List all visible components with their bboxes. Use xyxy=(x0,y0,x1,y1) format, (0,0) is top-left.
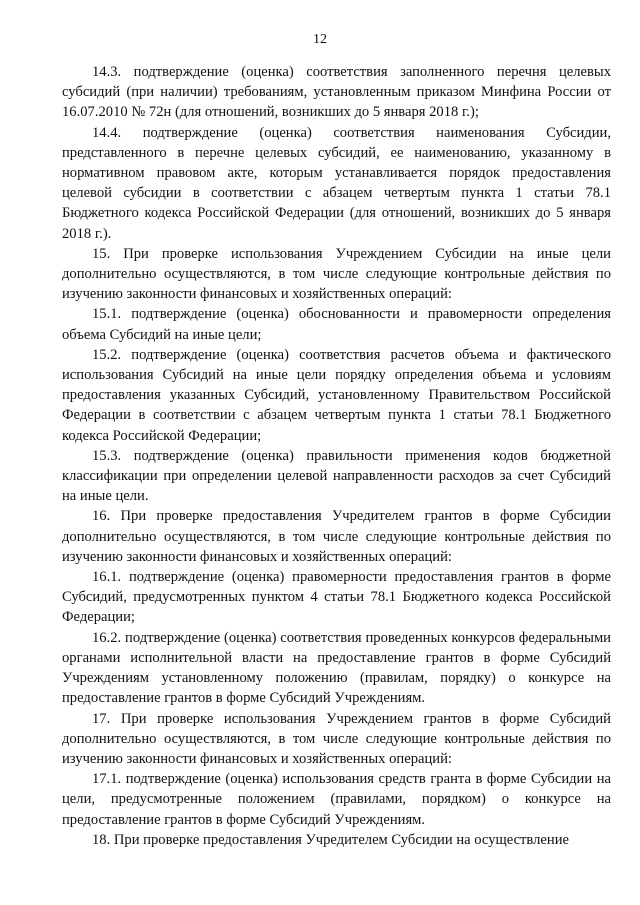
paragraph-17: 17. При проверке использования Учреждением грантов в форме Субсидий дополнительно осуществляются, в том числе следующие контрольные действия по изучению законности финансовых и хозяйственных операций: xyxy=(62,710,611,767)
page-number: 12 xyxy=(313,32,327,47)
paragraph-15-3: 15.3. подтверждение (оценка) правильности применения кодов бюджетной классификации при определении целевой направленности расходов за счет Субсидий на иные цели. xyxy=(62,447,611,505)
paragraph-16-2: 16.2. подтверждение (оценка) соответствия проведенных конкурсов федеральными органами исполнительной власти на предоставление грантов в форме Субсидий Учреждениям установленному положению (правилам, порядку) о конкурсе на предоставление грантов в форме Субсидий Учреждениям. xyxy=(62,629,611,707)
document-body xyxy=(62,62,611,850)
paragraph-16: 16. При проверке предоставления Учредителем грантов в форме Субсидии дополнительно осуществляются, в том числе следующие контрольные действия по изучению законности финансовых и хозяйственных операций: xyxy=(62,508,611,565)
paragraph-14-4: 14.4. подтверждение (оценка) соответствия наименования Субсидии, представленного в перечне целевых субсидий, ее наименованию, указанному в нормативном правовом акте, которым устанавливается порядок предоставления целевой субсидии в соответствии с абзацем четвертым пункта 1 статьи 78.1 Бюджетного кодекса Российской Федерации (для отношений, возникших до 5 января 2018 г.). xyxy=(62,124,611,242)
paragraph-18: 18. При проверке предоставления Учредителем Субсидии на осуществление xyxy=(92,831,569,848)
paragraph-15-2: 15.2. подтверждение (оценка) соответствия расчетов объема и фактического использования Субсидий на иные цели порядку определения объема и условиям предоставления указанных Субсидий, установленному Правительством Российской Федерации в соответствии с абзацем четвертым пункта 1 статьи 78.1 Бюджетного кодекса Российской Федерации; xyxy=(62,346,611,444)
paragraph-16-1: 16.1. подтверждение (оценка) правомерности предоставления грантов в форме Субсидий, предусмотренных пунктом 4 статьи 78.1 Бюджетного кодекса Российской Федерации; xyxy=(62,569,611,626)
paragraph-14-3: 14.3. подтверждение (оценка) соответствия заполненного перечня целевых субсидий (при наличии) требованиям, установленным приказом Минфина России от 16.07.2010 № 72н (для отношений, возникших до 5 января 2018 г.); xyxy=(62,64,611,121)
paragraph-15-1: 15.1. подтверждение (оценка) обоснованности и правомерности определения объема Субсидий на иные цели; xyxy=(62,306,611,343)
paragraph-17-1: 17.1. подтверждение (оценка) использования средств гранта в форме Субсидии на цели, предусмотренные положением (правилами, порядком) о конкурсе на предоставление грантов в форме Субсидий Учреждениям. xyxy=(62,771,611,828)
paragraph-15: 15. При проверке использования Учреждением Субсидии на иные цели дополнительно осуществляются, в том числе следующие контрольные действия по изучению законности финансовых и хозяйственных операций: xyxy=(62,245,611,303)
